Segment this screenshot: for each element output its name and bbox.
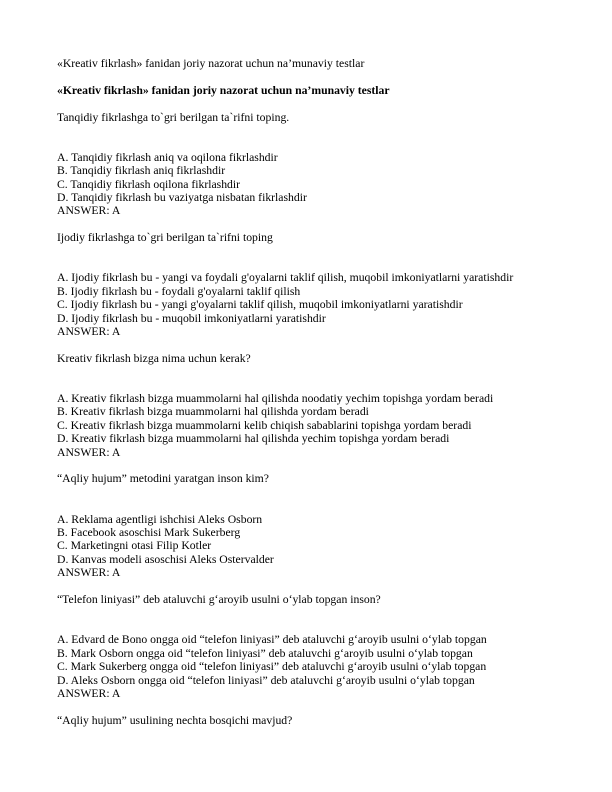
- option-c: C. Marketingni otasi Filip Kotler: [57, 539, 212, 553]
- option-b: B. Ijodiy fikrlash bu - foydali g'oyalarni taklif qilish: [57, 284, 301, 298]
- option-c: C. Kreativ fikrlash bizga muammolarni kelib chiqish sabablarini topishga yordam beradi: [57, 418, 472, 432]
- option-a: A. Tanqidiy fikrlash aniq va oqilona fikrlashdir: [57, 150, 278, 164]
- question-text: Kreativ fikrlash bizga nima uchun kerak?: [57, 351, 251, 365]
- option-a: A. Kreativ fikrlash bizga muammolarni hal qilishda noodatiy yechim topishga yordam beradi: [57, 392, 494, 406]
- question-text: “Aqliy hujum” metodini yaratgan inson kim?: [57, 472, 269, 486]
- answer-line: ANSWER: A: [57, 325, 121, 339]
- answer-line: ANSWER: A: [57, 204, 121, 218]
- question-block-3: [57, 352, 562, 459]
- question-block-2: [57, 231, 562, 338]
- question-text: Ijodiy fikrlashga to`gri berilgan ta`rifni toping: [57, 231, 273, 245]
- option-a: A. Ijodiy fikrlash bu - yangi va foydali g'oyalarni taklif qilish, muqobil imkoniyatlarni yaratishdir: [57, 271, 514, 285]
- question-block-6: [57, 714, 562, 727]
- question-text: “Aqliy hujum” usulining nechta bosqichi mavjud?: [57, 713, 293, 727]
- question-block-4: [57, 472, 562, 579]
- option-b: B. Facebook asoschisi Mark Sukerberg: [57, 526, 241, 540]
- option-d: D. Aleks Osborn ongga oid “telefon liniyasi” deb ataluvchi g‘aroyib usulni o‘ylab topgan: [57, 673, 475, 687]
- option-a: A. Reklama agentligi ishchisi Aleks Osborn: [57, 512, 263, 526]
- document-header: «Kreativ fikrlash» fanidan joriy nazorat uchun na’munaviy testlar: [57, 57, 365, 70]
- question-text: “Telefon liniyasi” deb ataluvchi g‘aroyib usulni o‘ylab topgan inson?: [57, 593, 381, 607]
- option-b: B. Mark Osborn ongga oid “telefon liniyasi” deb ataluvchi g‘aroyib usulni o‘ylab topgan: [57, 646, 473, 660]
- option-d: D. Tanqidiy fikrlash bu vaziyatga nisbatan fikrlashdir: [57, 191, 307, 205]
- option-d: D. Ijodiy fikrlash bu - muqobil imkoniyatlarni yaratishdir: [57, 311, 326, 325]
- question-block-1: [57, 111, 562, 218]
- answer-line: ANSWER: A: [57, 566, 121, 580]
- option-c: C. Ijodiy fikrlash bu - yangi g'oyalarni taklif qilish, muqobil imkoniyatlarni yaratishdir: [57, 298, 463, 312]
- option-d: D. Kreativ fikrlash bizga muammolarni hal qilishda yechim topishga yordam beradi: [57, 432, 450, 446]
- answer-line: ANSWER: A: [57, 686, 121, 700]
- answer-line: ANSWER: A: [57, 445, 121, 459]
- option-c: C. Tanqidiy fikrlash oqilona fikrlashdir: [57, 177, 241, 191]
- question-text: Tanqidiy fikrlashga to`gri berilgan ta`rifni toping.: [57, 110, 290, 124]
- question-block-5: [57, 593, 562, 700]
- option-b: B. Tanqidiy fikrlash aniq fikrlashdir: [57, 164, 226, 178]
- option-c: C. Mark Sukerberg ongga oid “telefon liniyasi” deb ataluvchi g‘aroyib usulni o‘ylab topgan: [57, 660, 487, 674]
- document-title: «Kreativ fikrlash» fanidan joriy nazorat uchun na’munaviy testlar: [57, 83, 390, 97]
- option-a: A. Edvard de Bono ongga oid “telefon liniyasi” deb ataluvchi g‘aroyib usulni o‘ylab topgan: [57, 633, 487, 647]
- option-b: B. Kreativ fikrlash bizga muammolarni hal qilishda yordam beradi: [57, 405, 369, 419]
- option-d: D. Kanvas modeli asoschisi Aleks Ostervalder: [57, 552, 274, 566]
